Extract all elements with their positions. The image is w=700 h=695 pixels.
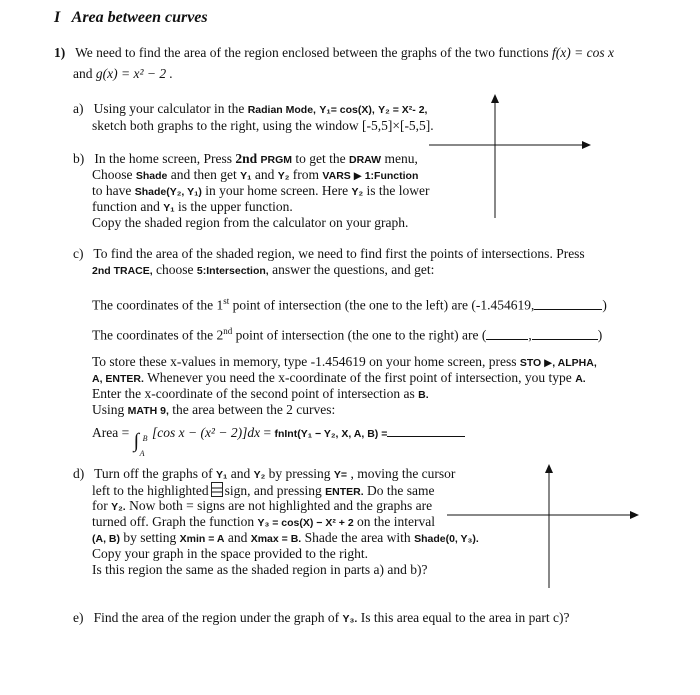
intersection-1-line: The coordinates of the 1st point of intersection (the one to the left) are (-1.454619, ) bbox=[92, 296, 607, 313]
problem-statement-line1: 1) We need to find the area of the region enclosed between the graphs of the two functions f(x) = cos x bbox=[54, 45, 614, 60]
integrand: [cos x − (x² − 2)]dx bbox=[151, 425, 261, 440]
area-answer-blank[interactable] bbox=[387, 424, 465, 437]
section-number: I bbox=[54, 9, 61, 26]
g-definition: g(x) = x² − 2 . bbox=[95, 66, 173, 81]
part-b-line1: b) In the home screen, Press 2nd PRGM to get the DRAW menu, bbox=[73, 151, 418, 166]
part-e-line1: e) Find the area of the region under the graph of Y₃. Is this area equal to the area in part c)? bbox=[73, 610, 570, 625]
part-c-line2: 2nd TRACE, choose 5:Intersection, answer the questions, and get: bbox=[92, 262, 435, 277]
part-d-line4: turned off. Graph the function Y₃ = cos(X) − X² + 2 on the interval bbox=[92, 514, 436, 529]
part-a-label: a) bbox=[73, 101, 84, 116]
graph-axes-2[interactable] bbox=[445, 460, 645, 590]
store-line3: Enter the x-coordinate of the second point of intersection as B. bbox=[92, 386, 429, 401]
part-b-line4: function and Y₁ is the upper function. bbox=[92, 199, 293, 214]
area-formula: Area = ∫ B A [cos x − (x² − 2)]dx = fnInt(Y₁ − Y₂, X, A, B) = bbox=[92, 424, 465, 442]
section-title: Area between curves bbox=[71, 9, 208, 26]
intersection-2-x-blank[interactable] bbox=[486, 327, 528, 340]
problem-number: 1) bbox=[54, 45, 66, 60]
intersection-2-y-blank[interactable] bbox=[532, 327, 598, 340]
section-heading bbox=[54, 10, 208, 26]
part-c-label: c) bbox=[73, 246, 84, 261]
integral-sign: ∫ bbox=[133, 430, 140, 452]
part-d-line5: (A, B) by setting Xmin = A and Xmax = B. Shade the area with Shade(0, Y₃). bbox=[92, 530, 479, 545]
integral-upper-limit: B bbox=[142, 434, 148, 443]
graph-1-x-arrow bbox=[582, 141, 591, 149]
intersection-2-line: The coordinates of the 2nd point of intersection (the one to the right) are ( , ) bbox=[92, 326, 603, 343]
part-b-label: b) bbox=[73, 151, 85, 166]
part-d-line3: for Y₂. Now both = signs are not highlighted and the graphs are bbox=[92, 498, 433, 513]
part-b-line5: Copy the shaded region from the calculator on your graph. bbox=[92, 215, 409, 230]
fnint-command: fnInt(Y₁ − Y₂, X, A, B) = bbox=[274, 428, 388, 440]
graph-2-y-arrow bbox=[545, 464, 553, 473]
part-d-line7: Is this region the same as the shaded region in parts a) and b)? bbox=[92, 562, 428, 577]
part-b-line3: to have Shade(Y₂, Y₁) in your home screen. Here Y₂ is the lower bbox=[92, 183, 430, 198]
store-line1: To store these x-values in memory, type -1.454619 on your home screen, press STO ▶, ALPHA, bbox=[92, 354, 597, 369]
part-d-line2: left to the highlighted sign, and pressing ENTER. Do the same bbox=[92, 483, 435, 498]
intersection-1-y-blank[interactable] bbox=[534, 297, 602, 310]
store-line4: Using MATH 9, the area between the 2 curves: bbox=[92, 402, 336, 417]
graph-1-y-arrow bbox=[491, 94, 499, 103]
graph-2-x-arrow bbox=[630, 511, 639, 519]
graph-axes-1[interactable] bbox=[425, 90, 595, 220]
problem-statement-line2: and g(x) = x² − 2 . bbox=[73, 66, 173, 81]
part-c-line1: c) To find the area of the shaded region, we need to find first the points of intersections. Press bbox=[73, 246, 585, 261]
part-d-line6: Copy your graph in the space provided to the right. bbox=[92, 546, 368, 561]
highlighted-equals-icon bbox=[211, 482, 223, 497]
part-a-line2: sketch both graphs to the right, using the window [-5,5]×[-5,5]. bbox=[92, 118, 434, 133]
store-line2: A, ENTER. Whenever you need the x-coordinate of the first point of intersection, you type A. bbox=[92, 370, 586, 385]
part-a-line1: a) Using your calculator in the Radian Mode, Y₁= cos(X), Y₂ = X²- 2, bbox=[73, 101, 428, 116]
part-d-label: d) bbox=[73, 466, 85, 481]
part-e-label: e) bbox=[73, 610, 84, 625]
part-b-line2: Choose Shade and then get Y₁ and Y₂ from VARS ▶ 1:Function bbox=[92, 167, 419, 182]
f-definition: f(x) = cos x bbox=[552, 45, 614, 60]
integral-lower-limit: A bbox=[139, 449, 145, 458]
part-d-line1: d) Turn off the graphs of Y₁ and Y₂ by pressing Y= , moving the cursor bbox=[73, 466, 456, 481]
